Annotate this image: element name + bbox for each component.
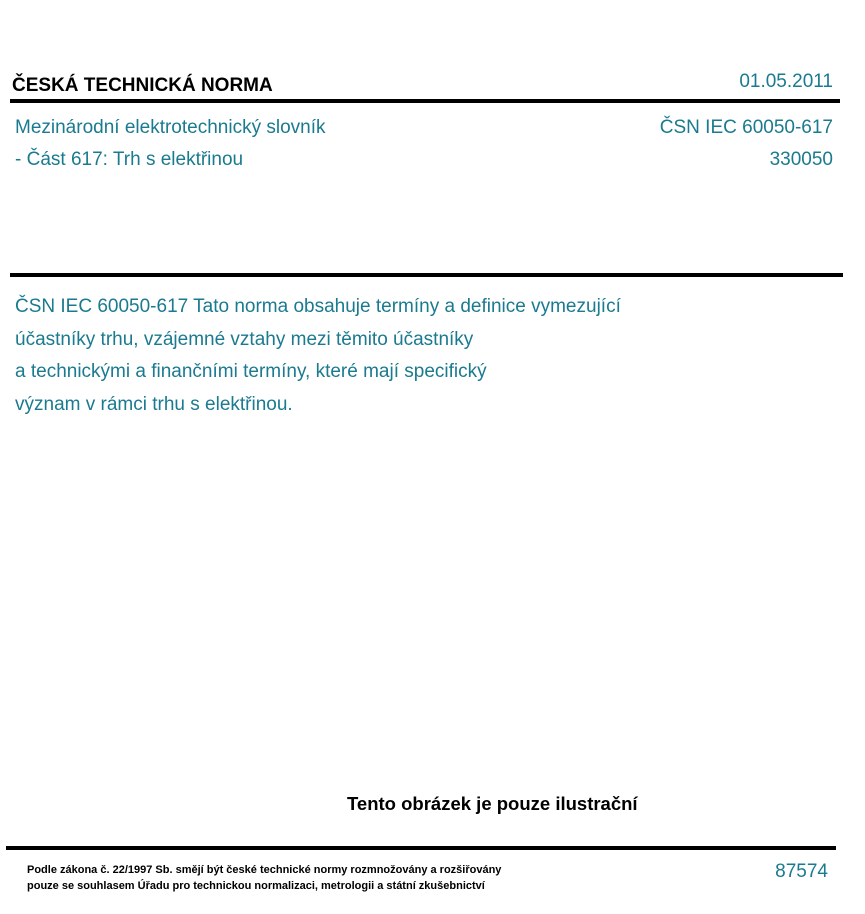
norm-type-heading: ČESKÁ TECHNICKÁ NORMA — [12, 75, 273, 96]
illustrative-notice: Tento obrázek je pouze ilustrační — [347, 793, 638, 814]
document-number: 87574 — [775, 861, 828, 882]
abstract-line: význam v rámci trhu s elektřinou. — [15, 393, 293, 415]
section-divider — [10, 273, 843, 277]
standard-title-line-1: Mezinárodní elektrotechnický slovník — [15, 117, 326, 138]
abstract-line: účastníky trhu, vzájemné vztahy mezi těmito účastníky — [15, 328, 474, 350]
header-divider — [10, 99, 840, 103]
standard-designation: ČSN IEC 60050-617 — [659, 117, 833, 138]
abstract-line: ČSN IEC 60050-617 Tato norma obsahuje termíny a definice vymezující — [15, 296, 621, 317]
abstract-line: a technickými a finančními termíny, které mají specifický — [15, 361, 487, 382]
footer-divider — [6, 846, 836, 850]
legal-notice — [27, 863, 501, 894]
standard-title-line-2: - Část 617: Trh s elektřinou — [15, 149, 244, 170]
classification-code: 330050 — [769, 149, 833, 170]
abstract-text — [15, 291, 735, 421]
publication-date: 01.05.2011 — [739, 71, 833, 92]
legal-notice-line: Podle zákona č. 22/1997 Sb. smějí být české technické normy rozmnožovány a rozšiřovány — [27, 864, 502, 876]
legal-notice-line: pouze se souhlasem Úřadu pro technickou normalizaci, metrologii a státní zkušebnictví — [27, 879, 485, 892]
